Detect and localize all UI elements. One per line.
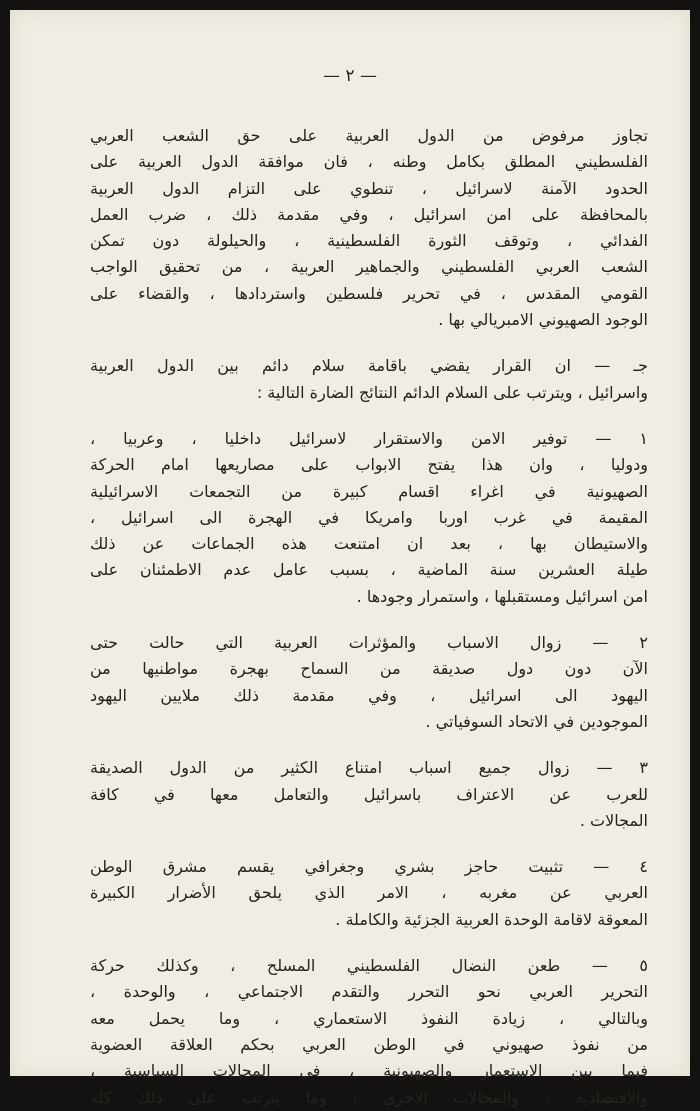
text-line: القومي المقدس ، في تحرير فلسطين واستردادها ، والقضاء على [90,283,648,303]
text-line: الفلسطيني المطلق بكامل وطنه ، فان موافقة الدول العربية على [90,152,648,172]
text-line: ٢ — زوال الاسباب والمؤثرات العربية التي حالت حتى [90,633,648,653]
text-line: امن اسرائيل ومستقبلها ، واستمرار وجودها . [356,586,648,606]
paragraph-item-1 [90,426,648,610]
paragraph-c [90,353,648,406]
text-line: المعوقة لاقامة الوحدة العربية الجزئية والكاملة . [335,909,648,929]
text-line: جـ — ان القرار يقضي باقامة سلام دائم بين الدول العربية [90,356,648,376]
document-body [90,123,648,1111]
text-line: فيما بين الاستعمار والصهيونية ، في المجالات السياسية ، [90,1061,648,1081]
text-line: الموجودين في الاتحاد السوفياتي . [425,711,648,731]
text-line: للعرب عن الاعتراف باسرائيل والتعامل معها في كافة [90,784,648,804]
text-line: ٣ — زوال جميع اسباب امتناع الكثير من الدول الصديقة [90,758,648,778]
paragraph-item-4 [90,854,648,933]
paragraph-intro [90,123,648,333]
text-line: اليهود الى اسرائيل ، وفي مقدمة ذلك ملايين اليهود [90,685,648,705]
text-line: والاقتصادية ، والمجالات الاخرى ، وما يترتب على ذلك كله [90,1087,648,1107]
text-line: الآن دون دول صديقة من السماح بهجرة مواطنيها من [90,659,648,679]
paragraph-item-5 [90,953,648,1111]
text-line: ٥ — طعن النضال الفلسطيني المسلح ، وكذلك حركة [90,956,648,976]
document-page [10,10,690,1107]
text-line: واسرائيل ، ويترتب على السلام الدائم النتائج الضارة التالية : [256,382,648,402]
text-line: الفدائي ، وتوقف الثورة الفلسطينية ، والحيلولة دون تمكن [90,231,648,251]
text-line: الوجود الصهيوني الامبريالي بها . [438,310,648,330]
text-line: من نفوذ صهيوني في الوطن العربي بحكم العلاقة العضوية [90,1034,648,1054]
text-line: بالمحافظة على امن اسرائيل ، وفي مقدمة ذلك ، ضرب العمل [90,204,648,224]
text-line: تجاوز مرفوض من الدول العربية على حق الشعب العربي [90,126,648,145]
text-line: والاستيطان بها ، بعد ان امتنعت هذه الجماعات عن ذلك [90,534,648,554]
page-number: — ٢ — [323,66,377,86]
text-line: التحرير العربي نحو التحرر والتقدم الاجتماعي ، والوحدة ، [90,982,648,1002]
text-line: الحدود الآمنة لاسرائيل ، تنطوي على التزام الدول العربية [90,178,648,198]
text-line: المجالات . [579,810,648,830]
text-line: العربي عن مغربه ، الامر الذي يلحق الأضرار الكبيرة [90,883,648,903]
text-line: ١ — توفير الامن والاستقرار لاسرائيل داخليا ، وعربيا ، [90,428,648,448]
text-line: طيلة العشرين سنة الماضية ، بسبب عامل عدم الاطمئنان على [90,560,648,580]
text-line: ودوليا ، وان هذا يفتح الابواب على مصاريعها امام الحركة [90,455,648,475]
text-line: الشعب العربي الفلسطيني والجماهير العربية ، من تحقيق الواجب [90,257,648,277]
paragraph-item-3 [90,755,648,834]
text-line: المقيمة في غرب اوربا وامريكا في الهجرة الى اسرائيل ، [90,507,648,527]
text-line: وبالتالي ، زيادة النفوذ الاستعماري ، وما يحمل معه [90,1008,648,1028]
paragraph-item-2 [90,630,648,735]
text-line: الصهيونية في اغراء اقسام كبيرة من التجمعات الاسرائيلية [90,481,648,501]
text-line: ٤ — تثبيت حاجز بشري وجغرافي يقسم مشرق الوطن [90,857,648,877]
